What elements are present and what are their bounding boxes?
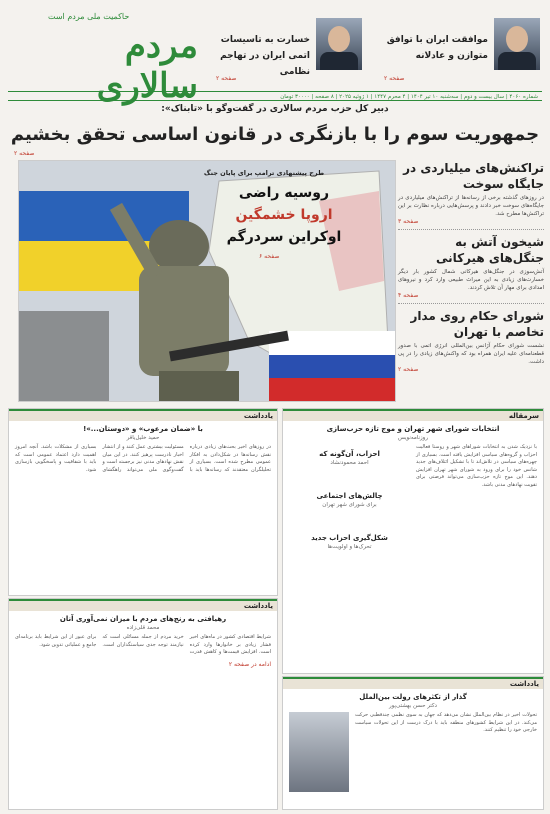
- image-line-russia: روسیه راضی: [238, 185, 330, 201]
- dateline: شماره ۴۰۶۰ | سال بیست و دوم | سه‌شنبه ۱۰ تیر ۱۴۰۴ | ۴ محرم ۱۴۴۷ | ۱ ژوئیه ۲۰۲۵ | ۸ صفحه | ۳۰۰۰۰ تومان: [8, 91, 542, 101]
- subhead-title: چالش‌های اجتماعی: [316, 492, 383, 500]
- subhead-sub: احمد محمودنشاد: [330, 460, 369, 466]
- teaser-page: صفحه ۲: [384, 75, 405, 82]
- headline-kicker: دبیر کل حزب مردم سالاری در گفت‌وگو با «تابناک»:: [161, 104, 389, 114]
- article-author: محمد قلی‌زاده: [126, 625, 160, 631]
- sidebar-story-title: شورای حکام روی مدار تخاصم با تهران: [410, 309, 544, 339]
- article-title[interactable]: رهیافتی به رنج‌های مردم با میزان نمی‌آوری آنان: [59, 615, 227, 623]
- logo-tagline: حاکمیت ملی مردم است: [48, 12, 130, 21]
- section-header: سرمقاله: [283, 409, 543, 421]
- note-section-left-2: [8, 598, 278, 810]
- sidebar-story[interactable]: [398, 160, 544, 225]
- article-body: در روزهای اخیر بحث‌های زیادی درباره نقش رسانه‌ها در شکل‌دادن به افکار عمومی مطرح شده است. بسیاری از تحلیلگران معتقدند که رسانه‌ها باید با مسئولیت بیشتری عمل کنند و از انتشار اخبار نادرست پرهیز کنند. در این میان نقش نهادهای مدنی نیز برجسته است و گفت‌وگوی ملی می‌تواند راهگشای بسیاری از مشکلات باشد. آنچه امروز اهمیت دارد اعتماد عمومی است که باید با شفافیت و پاسخگویی بازسازی شود.: [15, 444, 271, 473]
- subhead-sub: تحرک‌ها و اولویت‌ها: [327, 544, 372, 550]
- article-body: شرایط اقتصادی کشور در ماه‌های اخیر فشار زیادی بر خانوارها وارد کرده است. افزایش قیمت‌ها و کاهش قدرت خرید مردم از جمله مسائلی است که نیازمند توجه جدی سیاستگذاران است. برای عبور از این شرایط باید برنامه‌ای جامع و عملیاتی تدوین شود.: [15, 634, 271, 655]
- teaser-right[interactable]: [380, 14, 540, 84]
- article-body: با نزدیک شدن به انتخابات شوراهای شهر و روستا فعالیت احزاب و گروه‌های سیاسی افزایش یافته است. بسیاری از چهره‌های سیاسی در تلاش‌اند تا با تشکیل ائتلاف‌های جدید شانس خود را برای ورود به شورای شهر تهران افزایش دهند. این موج تازه حزب‌سازی می‌تواند فرصتی برای تقویت نهادهای مدنی باشد.: [416, 444, 537, 488]
- divider: [398, 303, 544, 304]
- sidebar-story-title: تراکنش‌های میلیاردی در جایگاه سوخت: [403, 161, 544, 191]
- article-author: دکتر حسن بهشتی‌پور: [389, 703, 437, 709]
- article-title[interactable]: با «ضمان مرعوب» و «دوستان...»!: [83, 425, 203, 433]
- section-header: یادداشت: [9, 599, 277, 611]
- note-section-left: [8, 408, 278, 596]
- article-body: تحولات اخیر در نظام بین‌الملل نشان می‌دهد که جهان به سوی نظمی چندقطبی حرکت می‌کند. در این شرایط کشورهای منطقه باید با درک درست از این تحولات سیاست خارجی خود را تنظیم کنند.: [355, 712, 537, 733]
- main-headline[interactable]: جمهوریت سوم را با بازنگری در قانون اساسی تحقق بخشیم: [10, 124, 540, 145]
- sidebar-story-title: شیخون آتش به جنگل‌های هیرکانی: [435, 235, 544, 265]
- sidebar-story-body: آتش‌سوزی در جنگل‌های هیرکانی شمال کشور بار دیگر خسارت‌های زیادی به این میراث طبیعی وارد کرد و نیروهای امدادی برای مهار آن تلاش کردند.: [398, 269, 544, 291]
- image-caption: طرح پیشنهادی ترامپ برای پایان جنگ: [203, 169, 325, 177]
- logo-text: مردم سالاری: [96, 26, 198, 106]
- main-image[interactable]: [18, 160, 396, 402]
- article-author: روزنامه‌نویس: [398, 435, 428, 441]
- sidebar-story-page: صفحه ۳: [398, 218, 419, 225]
- headline-page: صفحه ۲: [14, 150, 35, 157]
- article-subheads: [289, 444, 410, 553]
- sidebar-story-page: صفحه ۴: [398, 292, 419, 299]
- divider: [398, 229, 544, 230]
- sidebar-story[interactable]: [398, 308, 544, 373]
- image-line-ukraine: اوکراین سردرگم: [226, 229, 342, 245]
- sidebar-story-body: نشست شورای حکام آژانس بین‌المللی انرژی اتمی با صدور قطعنامه‌ای علیه ایران همراه بود که واکنش‌های زیادی را در پی داشت.: [398, 343, 544, 365]
- teaser-headline: موافقت ایران با توافق متوازن و عادلانه: [386, 35, 488, 61]
- teaser-left[interactable]: [212, 14, 362, 84]
- author-photo: [289, 712, 349, 792]
- image-line-europe: اروپا خشمگین: [235, 207, 333, 223]
- sidebar-story-page: صفحه ۲: [398, 366, 419, 373]
- teaser-headline: خسارت به تاسیسات اتمی ایران در تهاجم نظامی: [220, 35, 310, 77]
- subhead-title: شکل‌گیری احزاب جدید: [311, 534, 388, 542]
- image-page: صفحه ۶: [259, 253, 280, 260]
- section-header: یادداشت: [283, 677, 543, 689]
- continue-page[interactable]: ادامه در صفحه ۲: [228, 660, 271, 668]
- subhead-title: احزاب، آن‌گونه که: [319, 450, 380, 458]
- sidebar-story-body: در روزهای گذشته برخی از رسانه‌ها از تراکنش‌های میلیاردی در جایگاه‌های سوخت خبر دادند و پرسش‌هایی درباره نظارت بر این تراکنش‌ها مطرح شد.: [398, 195, 544, 217]
- article-author: حمید خلیل‌یاقر: [126, 435, 160, 441]
- editorial-section: [282, 408, 544, 674]
- subhead-sub: برای شورای شهر تهران: [322, 502, 377, 508]
- teaser-page: صفحه ۲: [216, 75, 237, 82]
- teaser-photo: [494, 18, 540, 70]
- article-title[interactable]: گذار از تکثرهای رولت بین‌الملل: [359, 693, 467, 701]
- newspaper-logo[interactable]: [18, 8, 198, 106]
- teaser-photo: [316, 18, 362, 70]
- article-title[interactable]: انتخابات شورای شهر تهران و موج تازه حزب‌سازی: [326, 425, 500, 433]
- note-section-right: [282, 676, 544, 810]
- front-sidebar: [398, 160, 544, 400]
- sidebar-story[interactable]: [398, 234, 544, 299]
- section-header: یادداشت: [9, 409, 277, 421]
